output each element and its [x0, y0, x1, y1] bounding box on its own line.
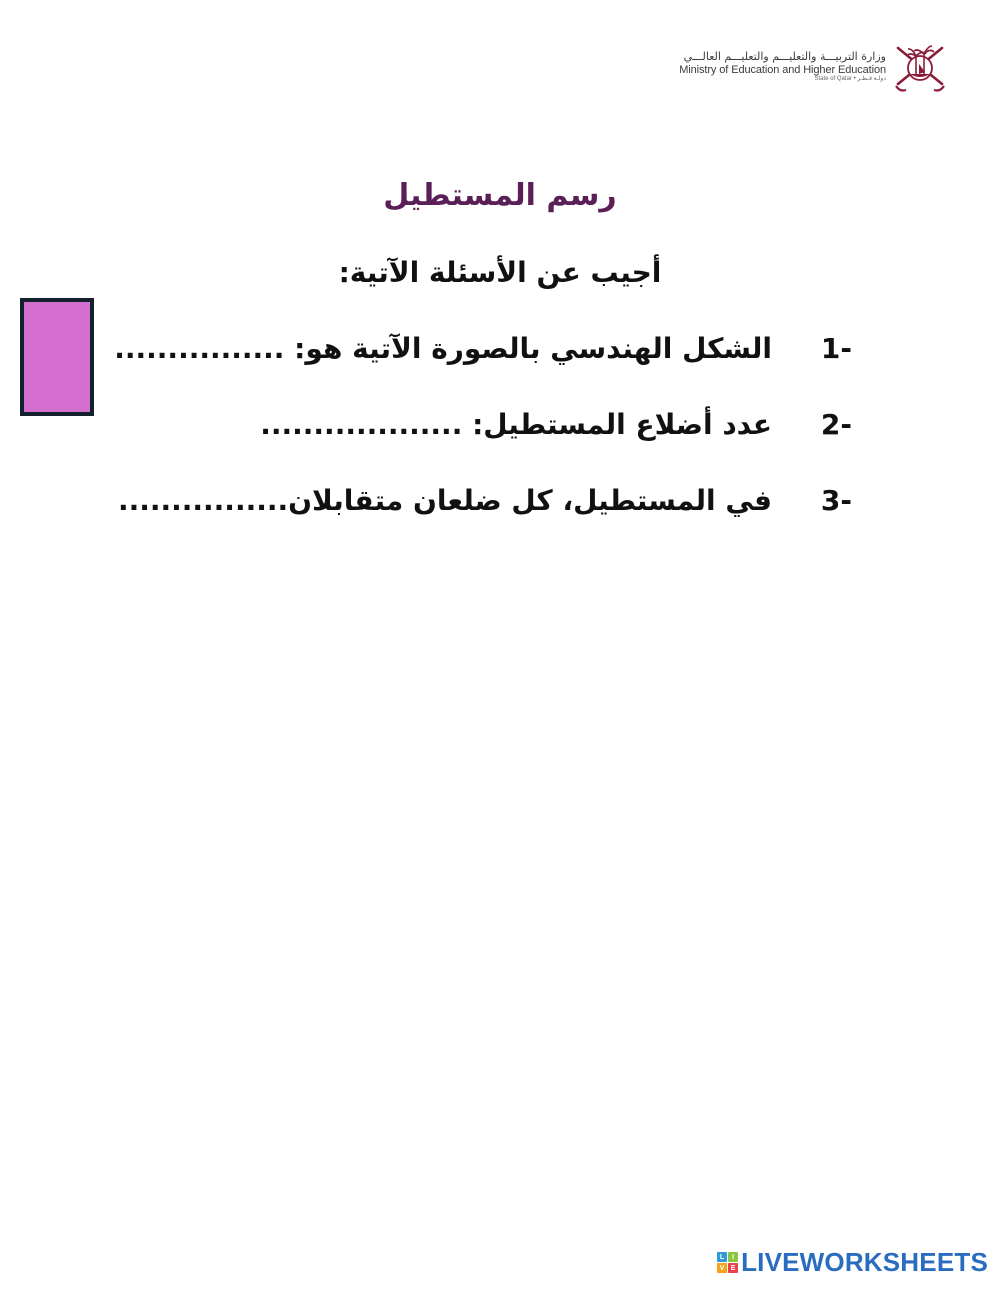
ministry-name-block [679, 51, 886, 83]
liveworksheets-blocks-icon [717, 1252, 738, 1273]
logo-block-l: L [717, 1252, 727, 1262]
instruction-text: أجيب عن الأسئلة الآتية: [338, 256, 662, 289]
logo-block-i: I [728, 1252, 738, 1262]
question-2 [260, 408, 852, 441]
question-3-text: في المستطيل، كل ضلعان متقابلان................ [117, 484, 772, 517]
question-1 [114, 332, 852, 365]
state-of-qatar-label: State of Qatar • دولـة قـطـر [814, 76, 886, 83]
logo-block-v: V [717, 1263, 727, 1273]
question-3 [118, 484, 852, 517]
ministry-logo [679, 38, 948, 96]
qatar-emblem-icon [892, 38, 948, 96]
question-1-text: الشكل الهندسي بالصورة الآتية هو: ................ [114, 332, 772, 365]
worksheet-title: رسم المستطيل [383, 178, 617, 213]
question-2-number: 2- [820, 408, 852, 441]
question-3-number: 3- [820, 484, 852, 517]
liveworksheets-logo [717, 1247, 988, 1278]
ministry-name-arabic: وزارة التربيـــة والتعليـــم والتعليـــم العالـــي [683, 49, 886, 63]
rectangle-shape [20, 298, 94, 416]
question-1-number: 1- [820, 332, 852, 365]
ministry-name-english: Ministry of Education and Higher Education [679, 63, 886, 76]
logo-block-e: E [728, 1263, 738, 1273]
liveworksheets-brand-text: LIVEWORKSHEETS [741, 1247, 988, 1277]
question-2-text: عدد أضلاع المستطيل: ................... [260, 408, 772, 441]
